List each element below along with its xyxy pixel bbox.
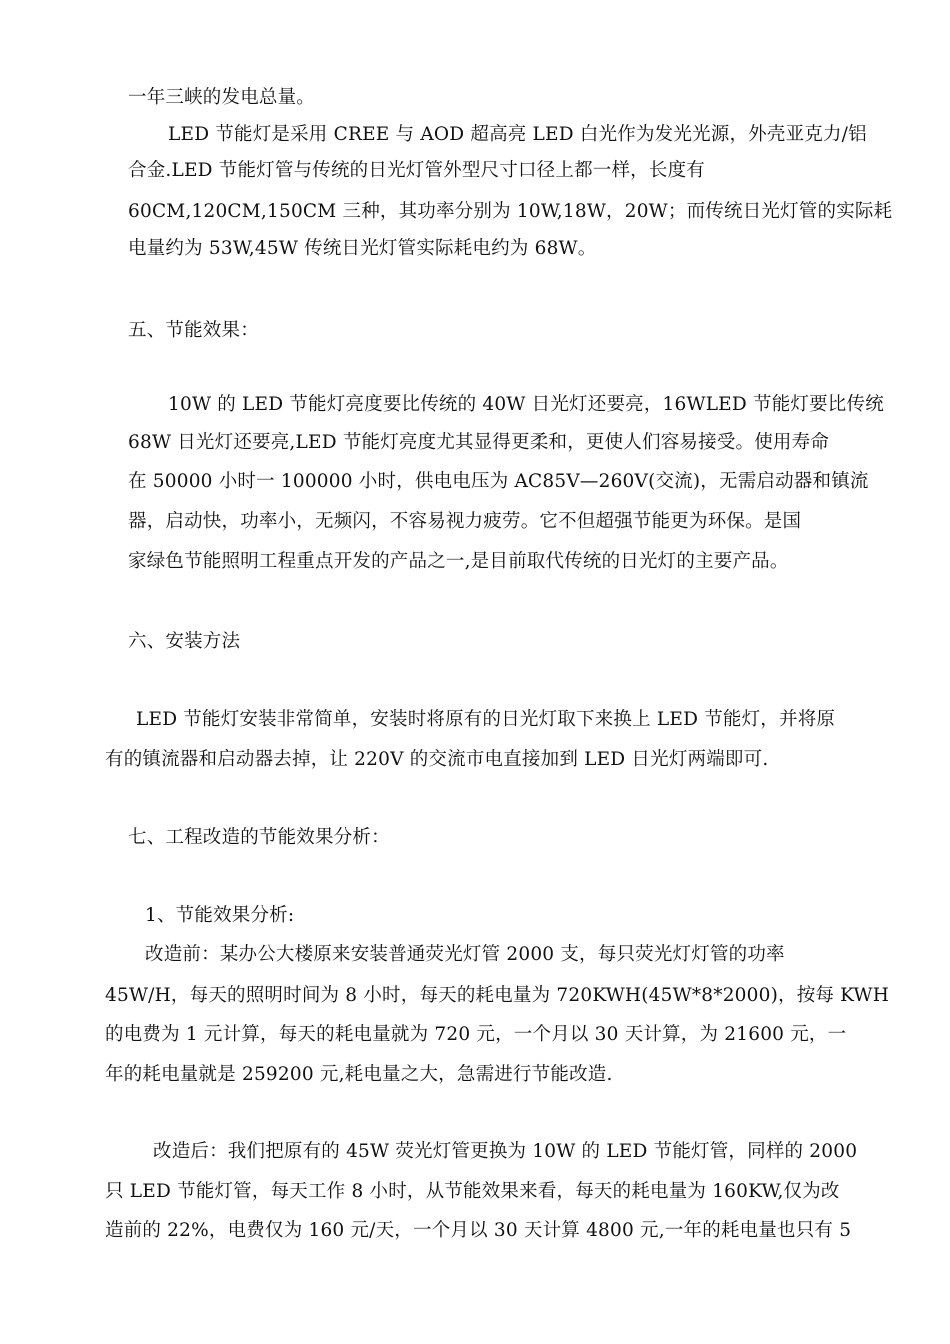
text-line: 45W/H，每天的照明时间为 8 小时，每天的耗电量为 720KWH(45W*8*2000)，按每 KWH bbox=[105, 985, 890, 1006]
text-line: 合金.LED 节能灯管与传统的日光灯管外型尺寸口径上都一样，长度有 bbox=[128, 160, 705, 181]
text-line: 改造前：某办公大楼原来安装普通荧光灯管 2000 支，每只荧光灯灯管的功率 bbox=[145, 944, 785, 965]
text-line: 改造后：我们把原有的 45W 荧光灯管更换为 10W 的 LED 节能灯管，同样的 2000 bbox=[153, 1141, 858, 1162]
text-line: 只 LED 节能灯管，每天工作 8 小时，从节能效果来看，每天的耗电量为 160KW,仅为改 bbox=[105, 1181, 840, 1202]
text-line: 造前的 22%，电费仅为 160 元/天，一个月以 30 天计算 4800 元,一年的耗电量也只有 5 bbox=[105, 1220, 852, 1241]
text-line: 在 50000 小时一 100000 小时，供电电压为 AC85V—260V(交流)，无需启动器和镇流 bbox=[128, 471, 869, 492]
text-line: 年的耗电量就是 259200 元,耗电量之大，急需进行节能改造. bbox=[105, 1064, 613, 1085]
text-line: 的电费为 1 元计算，每天的耗电量就为 720 元，一个月以 30 天计算，为 21600 元，一 bbox=[105, 1024, 847, 1045]
text-line: 器，启动快，功率小，无频闪，不容易视力疲劳。它不但超强节能更为环保。是国 bbox=[128, 511, 802, 532]
text-line: LED 节能灯安装非常简单，安装时将原有的日光灯取下来换上 LED 节能灯，并将原 bbox=[136, 709, 836, 730]
text-line: 10W 的 LED 节能灯亮度要比传统的 40W 日光灯还要亮，16WLED 节能灯要比传统 bbox=[168, 394, 884, 415]
text-line: LED 节能灯是采用 CREE 与 AOD 超高亮 LED 白光作为发光光源，外壳亚克力/铝 bbox=[168, 124, 867, 145]
subsection-heading: 1、节能效果分析: bbox=[145, 905, 295, 926]
text-line: 电量约为 53W,45W 传统日光灯管实际耗电约为 68W。 bbox=[128, 238, 597, 259]
section-heading: 六、安装方法 bbox=[128, 631, 241, 652]
text-line: 60CM,120CM,150CM 三种，其功率分别为 10W,18W，20W；而传统日光灯管的实际耗 bbox=[128, 201, 893, 222]
text-line: 68W 日光灯还要亮,LED 节能灯亮度尤其显得更柔和，更使人们容易接受。使用寿命 bbox=[128, 432, 830, 453]
text-line: 家绿色节能照明工程重点开发的产品之一,是目前取代传统的日光灯的主要产品。 bbox=[128, 551, 789, 572]
section-heading: 七、工程改造的节能效果分析： bbox=[128, 827, 390, 848]
section-heading: 五、节能效果： bbox=[128, 320, 259, 341]
text-line: 一年三峡的发电总量。 bbox=[128, 87, 316, 108]
text-line: 有的镇流器和启动器去掉，让 220V 的交流市电直接加到 LED 日光灯两端即可. bbox=[105, 749, 769, 770]
